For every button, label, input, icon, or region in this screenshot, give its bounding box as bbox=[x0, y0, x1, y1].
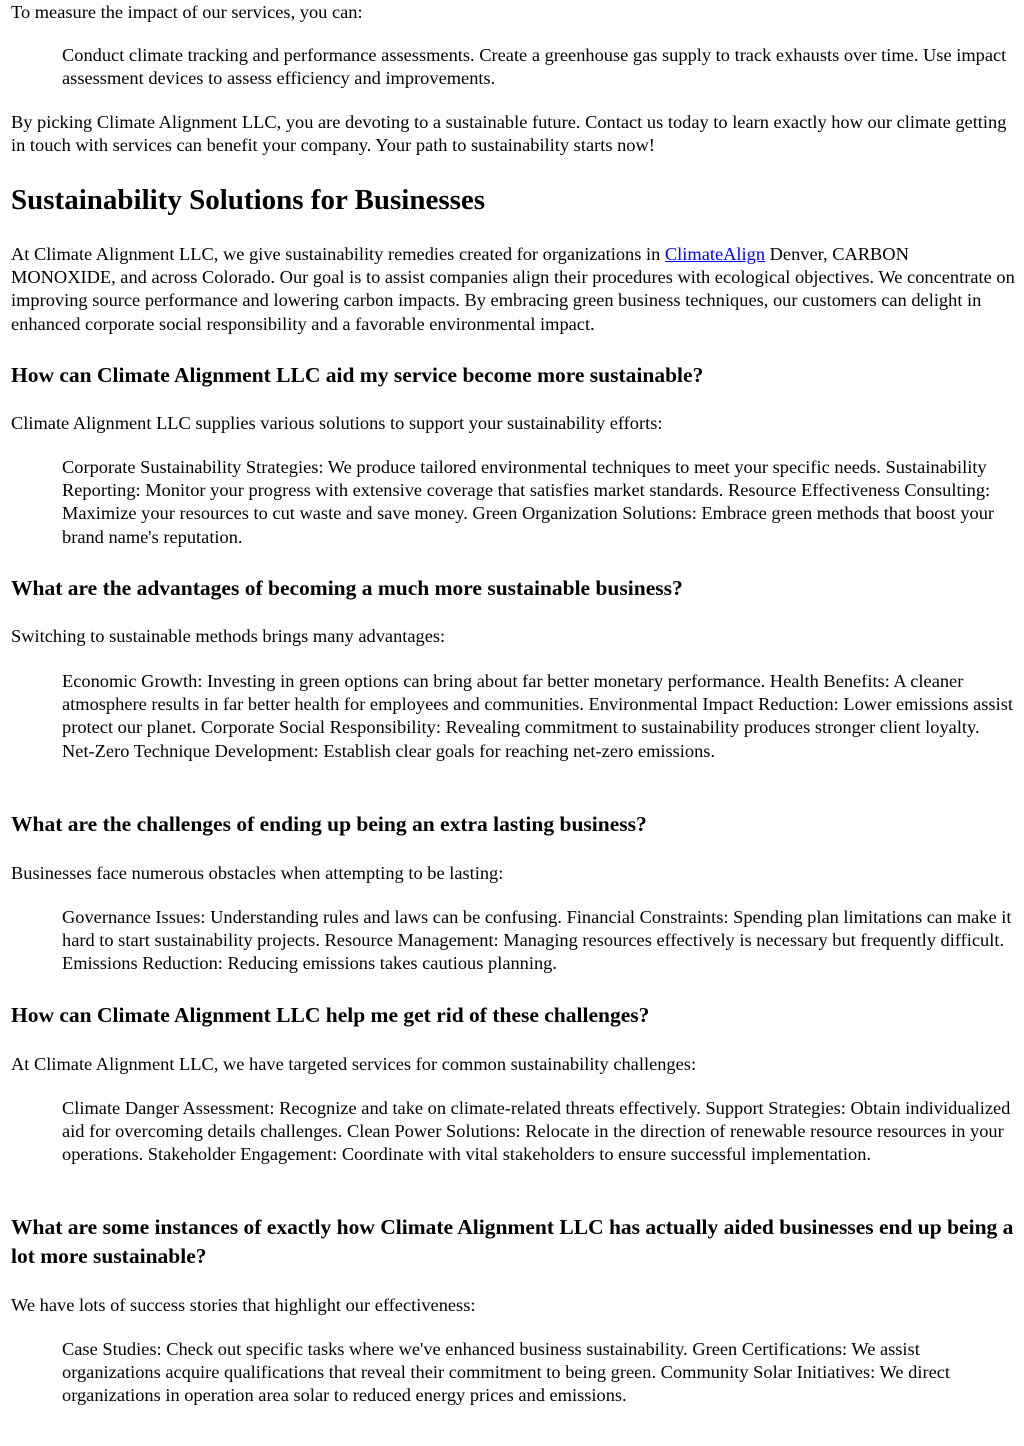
measure-items-quote bbox=[62, 44, 1016, 90]
faq-question: What are some instances of exactly how Climate Alignment LLC has actually aided businesses end up being a lot more sustainable? bbox=[11, 1215, 1014, 1268]
section-paragraph-start: At Climate Alignment LLC, we give sustainability remedies created for organizations in bbox=[11, 244, 665, 264]
intro-closing: By picking Climate Alignment LLC, you are devoting to a sustainable future. Contact us today to learn exactly how our climate getting in touch with services can benefit your company. Your path to sustainability starts now! bbox=[11, 112, 1007, 156]
faq-lead: We have lots of success stories that highlight our effectiveness: bbox=[11, 1295, 476, 1315]
climatealign-link[interactable]: ClimateAlign bbox=[664, 244, 766, 264]
section-heading: Sustainability Solutions for Businesses bbox=[11, 184, 486, 216]
faq-details-quote bbox=[62, 906, 1016, 976]
faq-details-quote bbox=[62, 1097, 1016, 1167]
faq-details-quote bbox=[62, 1338, 1016, 1408]
faq-details: Governance Issues: Understanding rules and laws can be confusing. Financial Constraints: Spending plan limitations can make it hard to start sustainability projects. Resource Management: Managing resources effectively is necessary but frequently difficult. Emissions Reduction: Reducing emissions takes cautious planning. bbox=[62, 907, 1012, 974]
faq-details: Climate Danger Assessment: Recognize and take on climate-related threats effectively. Support Strategies: Obtain individualized aid for overcoming details challenges. Clean Power Solutions: Relocate in the direction of renewable resource resources in your operations. Stakeholder Engagement: Coordinate with vital stakeholders to ensure successful implementation. bbox=[62, 1098, 1011, 1165]
intro-lead: To measure the impact of our services, you can: bbox=[11, 2, 363, 22]
faq-details: Economic Growth: Investing in green options can bring about far better monetary performance. Health Benefits: A cleaner atmosphere results in far better health for employees and communities. Environmental Impact Reduction: Lower emissions assist protect our planet. Corporate Social Responsibility: Revealing commitment to sustainability produces stronger client loyalty. Net-Zero Technique Development: Establish clear goals for reaching net-zero emissions. bbox=[62, 671, 1013, 761]
faq-details-quote bbox=[62, 670, 1016, 763]
faq-lead: Switching to sustainable methods brings many advantages: bbox=[11, 626, 446, 646]
faq-lead: Climate Alignment LLC supplies various solutions to support your sustainability efforts: bbox=[11, 413, 663, 433]
faq-details: Case Studies: Check out specific tasks where we've enhanced business sustainability. Green Certifications: We assist organizations acquire qualifications that reveal their commitment to being green. Community Solar Initiatives: We direct organizations in operation area solar to reduced energy prices and emissions. bbox=[62, 1339, 951, 1406]
section-paragraph-end: Denver, CARBON MONOXIDE, and across Colorado. Our goal is to assist companies align their procedures with ecological objectives. We concentrate on improving source performance and lowering carbon impacts. By embracing green business techniques, our customers can delight in enhanced corporate social responsibility and a favorable environmental impact. bbox=[11, 244, 1015, 334]
faq-lead: At Climate Alignment LLC, we have targeted services for common sustainability challenges: bbox=[11, 1054, 697, 1074]
faq-lead: Businesses face numerous obstacles when attempting to be lasting: bbox=[11, 863, 504, 883]
faq-question: What are the advantages of becoming a much more sustainable business? bbox=[11, 576, 683, 600]
faq-question: How can Climate Alignment LLC aid my service become more sustainable? bbox=[11, 363, 704, 387]
faq-details-quote bbox=[62, 456, 1016, 549]
faq-details: Corporate Sustainability Strategies: We produce tailored environmental techniques to meet your specific needs. Sustainability Reporting: Monitor your progress with extensive coverage that satisfies market standards. Resource Effectiveness Consulting: Maximize your resources to cut waste and save money. Green Organization Solutions: Embrace green methods that boost your brand name's reputation. bbox=[62, 457, 995, 547]
section-paragraph bbox=[11, 243, 1016, 336]
measure-items-text: Conduct climate tracking and performance assessments. Create a greenhouse gas supply to track exhausts over time. Use impact assessment devices to assess efficiency and improvements. bbox=[62, 45, 1007, 89]
faq-question: What are the challenges of ending up being an extra lasting business? bbox=[11, 812, 647, 836]
faq-question: How can Climate Alignment LLC help me get rid of these challenges? bbox=[11, 1003, 650, 1027]
